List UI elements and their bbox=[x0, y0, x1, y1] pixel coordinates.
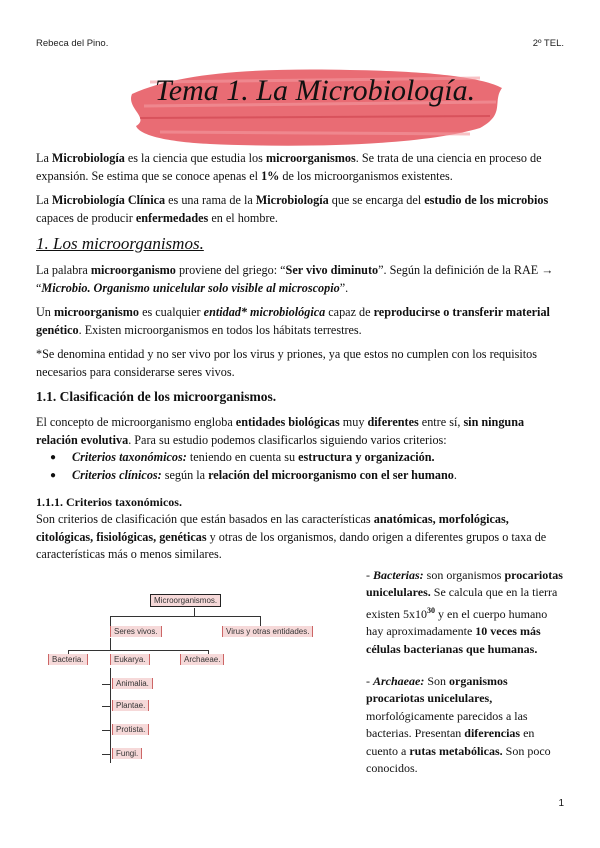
header-author: Rebeca del Pino. bbox=[36, 38, 109, 49]
criteria-list bbox=[36, 449, 564, 484]
bacterias-note: - Bacterias: son organismos procariotas unicelulares. Se calcula que en la tierra existen $5x10^{30}$ y en el cuerpo humano hay aproximadamente 10 veces más células bacterianas que humanas. bbox=[366, 568, 563, 656]
section-1-paragraph-1: La palabra microorganismo proviene del griego: “Ser vivo diminuto”. Según la definición de la RAE → “Microbio. Organismo unicelular solo visible al microscopio”. bbox=[36, 263, 554, 295]
criteria-taxonomic: ● Criterios taxonómicos: teniendo en cuenta su estructura y organización. bbox=[72, 449, 564, 467]
node-eukarya: Eukarya. bbox=[110, 654, 150, 665]
main-content bbox=[36, 150, 564, 571]
page-title: Tema 1. La Microbiología. bbox=[154, 74, 476, 107]
side-notes bbox=[366, 567, 566, 792]
classification-diagram bbox=[44, 588, 344, 778]
section-1-1-paragraph: El concepto de microorganismo engloba entidades biológicas muy diferentes entre sí, sin ninguna relación evolutiva. Para su estudio podemos clasificarlos siguiendo varios criterios: bbox=[36, 415, 525, 447]
node-animalia: Animalia. bbox=[112, 678, 153, 689]
section-1-footnote: *Se denomina entidad y no ser vivo por los virus y priones, ya que estos no cumplen con los requisitos necesarios para considerarse seres vivos. bbox=[36, 347, 537, 379]
section-1-1-heading: 1.1. Clasificación de los microorganismos. bbox=[36, 389, 277, 404]
intro-paragraph-1: La Microbiología es la ciencia que estudia los microorganismos. Se trata de una ciencia en proceso de expansión. Se estima que se conoce apenas el 1% de los microorganismos existentes. bbox=[36, 151, 542, 183]
archaeae-note: - Archaeae: Son organismos procariotas unicelulares, morfológicamente parecidos a las bacterias. Presentan diferencias en cuento a rutas metabólicas. Son poco conocidos. bbox=[366, 674, 551, 776]
page-number: 1 bbox=[558, 798, 564, 809]
node-fungi: Fungi. bbox=[112, 748, 142, 759]
node-bacteria: Bacteria. bbox=[48, 654, 88, 665]
node-seres-vivos: Seres vivos. bbox=[110, 626, 162, 637]
header-course: 2º TEL. bbox=[532, 38, 564, 49]
node-microorganismos: Microorganismos. bbox=[150, 594, 221, 607]
node-virus: Virus y otras entidades. bbox=[222, 626, 313, 637]
node-protista: Protista. bbox=[112, 724, 149, 735]
criteria-clinical: ● Criterios clínicos: según la relación del microorganismo con el ser humano. bbox=[72, 467, 564, 485]
section-1-heading: 1. Los microorganismos. bbox=[36, 234, 204, 253]
section-1-paragraph-2: Un microorganismo es cualquier entidad* microbiológica capaz de reproducirse o transferir material genético. Existen microorganismos en todos los hábitats terrestres. bbox=[36, 305, 550, 337]
node-archaeae: Archaeae. bbox=[180, 654, 224, 665]
section-1-1-1-paragraph: Son criterios de clasificación que están basados en las características anatómicas, morfológicas, citológicas, fisiológicas, genéticas y otras de los organismos, dando origen a diferentes grupos o taxa de características más o menos similares. bbox=[36, 512, 547, 561]
section-1-1-1-heading: 1.1.1. Criterios taxonómicos. bbox=[36, 495, 182, 509]
node-plantae: Plantae. bbox=[112, 700, 149, 711]
intro-paragraph-2: La Microbiología Clínica es una rama de la Microbiología que se encarga del estudio de los microbios capaces de producir enfermedades en el hombre. bbox=[36, 193, 549, 225]
title-banner bbox=[120, 62, 510, 152]
